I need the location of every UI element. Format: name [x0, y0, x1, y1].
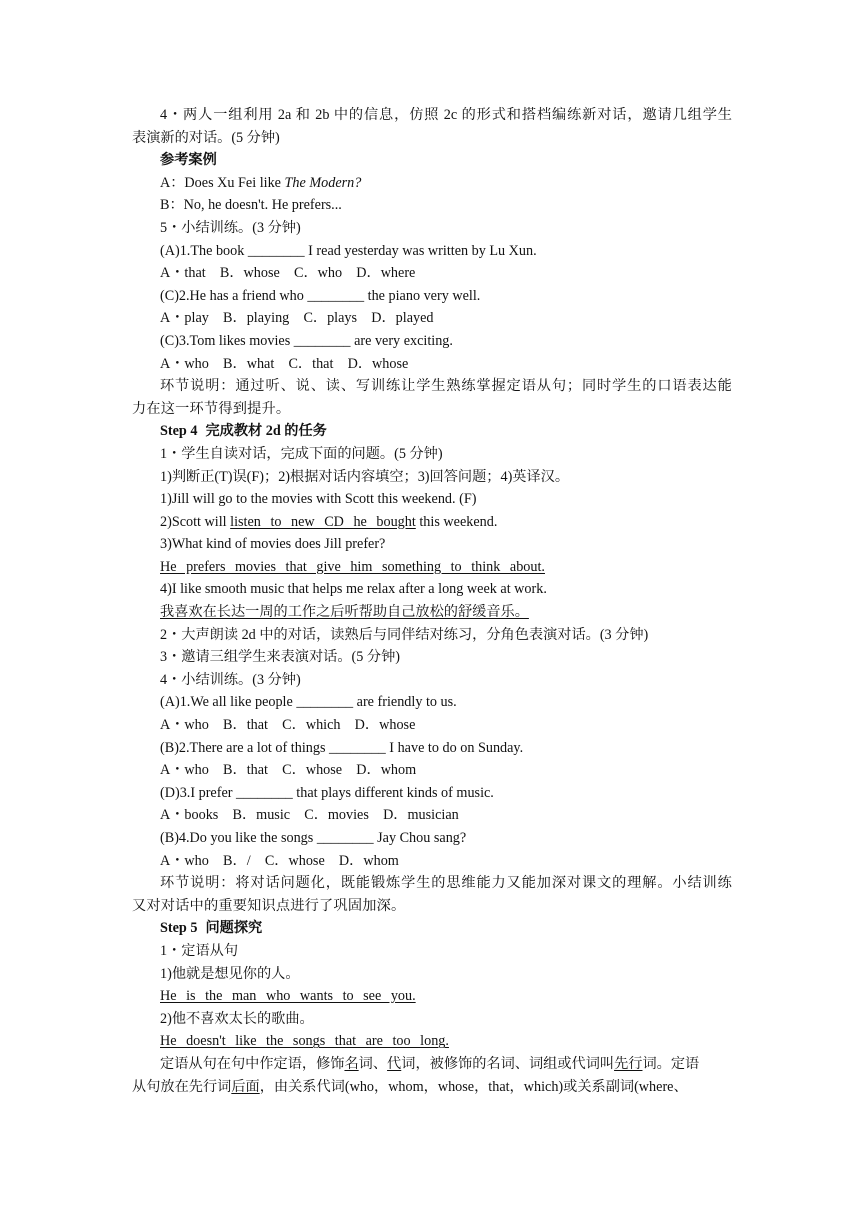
exercise-options: A・who B．/ C．whose D．whom — [160, 852, 399, 869]
exercise-question: (C)3.Tom likes movies ________ are very exciting. — [160, 332, 453, 349]
answer-underlined: He doesn't like the songs that are too long. — [160, 1033, 449, 1050]
answer-underlined: 我喜欢在长达一周的工作之后听帮助自己放松的舒缓音乐。 — [160, 604, 529, 621]
paragraph-line: 5・小结训练。(3 分钟) — [160, 219, 301, 236]
exercise-question: 1)他就是想见你的人。 — [160, 965, 300, 982]
step-number: Step 5 — [160, 920, 198, 937]
underlined-word: 名 — [344, 1055, 359, 1072]
text-run: 从句放在先行词 — [132, 1078, 232, 1095]
paragraph-line: 1・定语从句 — [160, 942, 239, 959]
exercise-question: 4)I like smooth music that helps me relax after a long week at work. — [160, 581, 547, 598]
italic-title: The Modern? — [284, 174, 362, 191]
paragraph-line: 1)判断正(T)误(F)；2)根据对话内容填空；3)回答问题；4)英译汉。 — [160, 468, 570, 485]
paragraph-line: 1・学生自读对话，完成下面的问题。(5 分钟) — [160, 445, 443, 462]
exercise-question: 3)What kind of movies does Jill prefer? — [160, 536, 386, 553]
exercise-question: (D)3.I prefer ________ that plays different kinds of music. — [160, 784, 494, 801]
paragraph-line: 4・两人一组利用 2a 和 2b 中的信息，仿照 2c 的形式和搭档编练新对话，邀请几组学生 — [160, 107, 732, 123]
underlined-word: 代 — [387, 1055, 402, 1072]
paragraph-line: 2・大声朗读 2d 中的对话，读熟后与同伴结对练习，分角色表演对话。(3 分钟) — [160, 626, 649, 643]
answer-underlined: He is the man who wants to see you. — [160, 988, 416, 1005]
exercise-options: A・play B．playing C．plays D．played — [160, 310, 434, 327]
note-line: 环节说明：通过听、说、读、写训练让学生熟练掌握定语从句；同时学生的口语表达能 — [160, 378, 732, 395]
text-run: ，由关系代词(who，whom，whose，that，which)或关系副词(where、 — [259, 1078, 688, 1095]
step-title: 完成教材 2d 的任务 — [205, 423, 327, 440]
step-title: 问题探究 — [205, 920, 263, 937]
section-label: 参考案例 — [160, 152, 217, 169]
text-run: A：Does Xu Fei like — [160, 174, 285, 191]
note-line: 又对对话中的重要知识点进行了巩固加深。 — [132, 897, 406, 914]
note-line: 环节说明：将对话问题化，既能锻炼学生的思维能力又能加深对课文的理解。小结训练 — [160, 875, 732, 892]
answer-line — [132, 556, 732, 579]
exercise-question — [132, 511, 732, 534]
exercise-options: A・who B．that C．whose D．whom — [160, 762, 417, 779]
document-body — [132, 104, 732, 1098]
answer-underlined: He prefers movies that give him something to think about. — [160, 558, 545, 575]
answer-line — [132, 1030, 732, 1053]
exercise-options: A・that B．whose C．who D．where — [160, 265, 416, 282]
answer-line — [132, 985, 732, 1008]
paragraph-line: 表演新的对话。(5 分钟) — [132, 129, 280, 146]
paragraph-line — [132, 1053, 732, 1076]
exercise-question: (A)1.We all like people ________ are friendly to us. — [160, 694, 457, 711]
dialogue-line: B：No, he doesn't. He prefers... — [160, 197, 342, 214]
exercise-question: (C)2.He has a friend who ________ the piano very well. — [160, 287, 481, 304]
note-line: 力在这一环节得到提升。 — [132, 400, 291, 417]
exercise-question: 2)他不喜欢太长的歌曲。 — [160, 1010, 314, 1027]
step-heading — [132, 420, 732, 443]
text-run: 2)Scott will — [160, 513, 231, 530]
answer-underlined: listen to new CD he bought — [230, 513, 416, 530]
text-run: 词。定语 — [642, 1055, 700, 1072]
exercise-options: A・who B．that C．which D．whose — [160, 717, 416, 734]
answer-line — [132, 601, 732, 624]
exercise-question: (B)2.There are a lot of things ________ I have to do on Sunday. — [160, 739, 524, 756]
underlined-word: 先行 — [614, 1055, 643, 1072]
paragraph-line: 4・小结训练。(3 分钟) — [160, 671, 301, 688]
dialogue-line — [132, 172, 732, 195]
paragraph-line: 3・邀请三组学生来表演对话。(5 分钟) — [160, 649, 400, 666]
text-run: this weekend. — [415, 513, 498, 530]
exercise-question: 1)Jill will go to the movies with Scott this weekend. (F) — [160, 491, 477, 508]
exercise-question: (A)1.The book ________ I read yesterday was written by Lu Xun. — [160, 242, 537, 259]
underlined-word: 后面 — [231, 1078, 260, 1095]
text-run: 词、 — [358, 1055, 388, 1072]
step-heading — [132, 917, 732, 940]
text-run: 词，被修饰的名词、词组或代词叫 — [401, 1055, 615, 1072]
step-number: Step 4 — [160, 423, 198, 440]
paragraph-line — [132, 1076, 732, 1099]
exercise-question: (B)4.Do you like the songs ________ Jay Chou sang? — [160, 830, 467, 846]
text-run: 定语从句在句中作定语，修饰 — [160, 1055, 345, 1072]
exercise-options: A・who B．what C．that D．whose — [160, 355, 409, 372]
exercise-options: A・books B．music C．movies D．musician — [160, 807, 459, 824]
